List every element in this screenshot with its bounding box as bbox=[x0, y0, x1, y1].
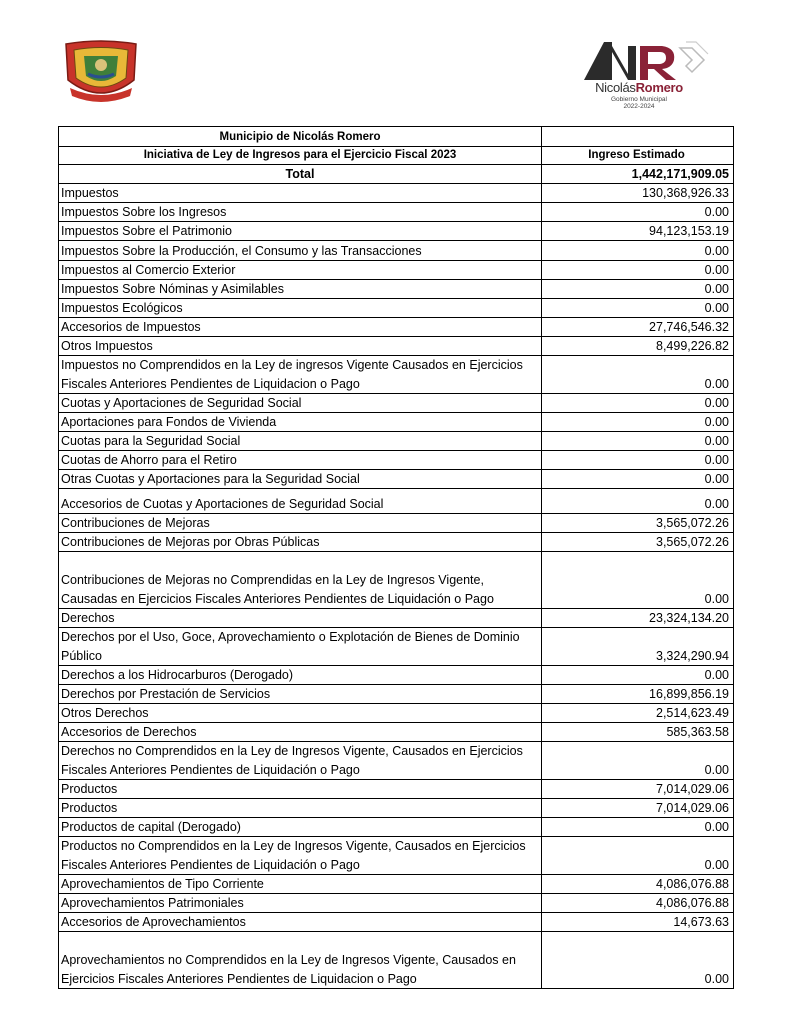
concept-cell: Derechos por el Uso, Goce, Aprovechamiento o Explotación de Bienes de Dominio Público bbox=[59, 628, 542, 665]
amount-cell: 0.00 bbox=[704, 762, 729, 777]
table-row bbox=[59, 666, 733, 685]
table-row bbox=[59, 609, 733, 628]
total-row bbox=[59, 165, 733, 184]
ingresos-table bbox=[58, 126, 734, 989]
concept-cell: Productos bbox=[59, 799, 542, 817]
concept-cell: Cuotas de Ahorro para el Retiro bbox=[59, 451, 542, 469]
table-row bbox=[59, 837, 733, 875]
logo-subtitle: Gobierno Municipal 2022-2024 bbox=[610, 96, 667, 110]
table-row bbox=[59, 818, 733, 837]
table-row bbox=[59, 533, 733, 552]
amount-cell: 130,368,926.33 bbox=[642, 185, 729, 200]
table-row bbox=[59, 704, 733, 723]
amount-cell: 0.00 bbox=[704, 433, 729, 448]
table-row bbox=[59, 470, 733, 489]
concept-cell: Aprovechamientos de Tipo Corriente bbox=[59, 875, 542, 893]
table-header-row-2 bbox=[59, 146, 733, 165]
amount-cell: 0.00 bbox=[704, 395, 729, 410]
table-row bbox=[59, 222, 733, 241]
concept-cell: Accesorios de Derechos bbox=[59, 723, 542, 741]
concept-cell: Contribuciones de Mejoras bbox=[59, 514, 542, 532]
amount-cell: 14,673.63 bbox=[673, 914, 729, 929]
amount-cell: 3,324,290.94 bbox=[656, 648, 729, 663]
amount-cell: 0.00 bbox=[704, 262, 729, 277]
amount-cell: 0.00 bbox=[704, 376, 729, 391]
amount-cell: 16,899,856.19 bbox=[649, 686, 729, 701]
table-row bbox=[59, 184, 733, 203]
concept-cell: Cuotas y Aportaciones de Seguridad Social bbox=[59, 394, 542, 412]
municipio-title: Municipio de Nicolás Romero bbox=[59, 127, 542, 146]
table-row bbox=[59, 299, 733, 318]
table-row bbox=[59, 685, 733, 704]
amount-cell: 0.00 bbox=[704, 204, 729, 219]
concept-cell: Productos no Comprendidos en la Ley de Ingresos Vigente, Causados en Ejercicios Fiscales Anteriores Pendientes de Liquidación o Pago bbox=[59, 837, 542, 874]
amount-cell: 0.00 bbox=[704, 281, 729, 296]
amount-cell: 3,565,072.26 bbox=[656, 534, 729, 549]
amount-cell: 0.00 bbox=[704, 857, 729, 872]
concept-cell: Derechos por Prestación de Servicios bbox=[59, 685, 542, 703]
table-row bbox=[59, 394, 733, 413]
table-row bbox=[59, 489, 733, 514]
concept-cell: Aprovechamientos no Comprendidos en la Ley de Ingresos Vigente, Causados en Ejercicios Fiscales Anteriores Pendientes de Liquidacion o Pago bbox=[59, 932, 542, 988]
table-row bbox=[59, 514, 733, 533]
concept-cell: Impuestos al Comercio Exterior bbox=[59, 261, 542, 279]
amount-cell: 0.00 bbox=[704, 667, 729, 682]
table-row bbox=[59, 628, 733, 666]
concept-cell: Contribuciones de Mejoras por Obras Públicas bbox=[59, 533, 542, 551]
concept-cell: Impuestos no Comprendidos en la Ley de ingresos Vigente Causados en Ejercicios Fiscales Anteriores Pendientes de Liquidacion o Pago bbox=[59, 356, 542, 393]
table-row bbox=[59, 875, 733, 894]
ingreso-estimado-header: Ingreso Estimado bbox=[588, 148, 685, 161]
amount-cell: 7,014,029.06 bbox=[656, 781, 729, 796]
concept-cell: Aportaciones para Fondos de Vivienda bbox=[59, 413, 542, 431]
table-row bbox=[59, 318, 733, 337]
concept-cell: Otras Cuotas y Aportaciones para la Seguridad Social bbox=[59, 470, 542, 488]
concept-cell: Derechos bbox=[59, 609, 542, 627]
table-row bbox=[59, 356, 733, 394]
amount-cell: 3,565,072.26 bbox=[656, 515, 729, 530]
amount-cell: 7,014,029.06 bbox=[656, 800, 729, 815]
concept-cell: Otros Derechos bbox=[59, 704, 542, 722]
table-row bbox=[59, 932, 733, 989]
amount-cell: 0.00 bbox=[704, 496, 729, 511]
table-body bbox=[59, 184, 733, 989]
table-row bbox=[59, 552, 733, 609]
amount-cell: 585,363.58 bbox=[666, 724, 729, 739]
table-row bbox=[59, 337, 733, 356]
concept-cell: Accesorios de Impuestos bbox=[59, 318, 542, 336]
total-value: 1,442,171,909.05 bbox=[631, 166, 729, 181]
concept-cell: Productos de capital (Derogado) bbox=[59, 818, 542, 836]
amount-cell: 0.00 bbox=[704, 300, 729, 315]
concept-cell: Productos bbox=[59, 780, 542, 798]
concept-cell: Aprovechamientos Patrimoniales bbox=[59, 894, 542, 912]
concept-cell: Accesorios de Aprovechamientos bbox=[59, 913, 542, 931]
amount-cell: 8,499,226.82 bbox=[656, 338, 729, 353]
concept-cell: Derechos no Comprendidos en la Ley de Ingresos Vigente, Causados en Ejercicios Fiscales Anteriores Pendientes de Liquidación o Pago bbox=[59, 742, 542, 779]
concept-cell: Accesorios de Cuotas y Aportaciones de Seguridad Social bbox=[59, 489, 542, 513]
amount-cell: 0.00 bbox=[704, 819, 729, 834]
table-row bbox=[59, 913, 733, 932]
amount-cell: 4,086,076.88 bbox=[656, 876, 729, 891]
concept-cell: Impuestos bbox=[59, 184, 542, 202]
concept-cell: Impuestos Sobre Nóminas y Asimilables bbox=[59, 280, 542, 298]
concept-cell: Contribuciones de Mejoras no Comprendidas en la Ley de Ingresos Vigente, Causadas en Ejercicios Fiscales Anteriores Pendientes de Liquidación o Pago bbox=[59, 552, 542, 608]
gobierno-nicolas-romero-logo bbox=[582, 38, 710, 112]
municipal-coat-of-arms-logo bbox=[62, 40, 140, 104]
concept-cell: Otros Impuestos bbox=[59, 337, 542, 355]
concept-cell: Impuestos Sobre los Ingresos bbox=[59, 203, 542, 221]
amount-cell: 4,086,076.88 bbox=[656, 895, 729, 910]
table-row bbox=[59, 432, 733, 451]
amount-cell: 94,123,153.19 bbox=[649, 223, 729, 238]
amount-cell: 0.00 bbox=[704, 452, 729, 467]
table-row bbox=[59, 280, 733, 299]
table-row bbox=[59, 894, 733, 913]
iniciativa-title: Iniciativa de Ley de Ingresos para el Ejercicio Fiscal 2023 bbox=[59, 147, 542, 164]
table-row bbox=[59, 742, 733, 780]
concept-cell: Impuestos Ecológicos bbox=[59, 299, 542, 317]
total-label: Total bbox=[59, 165, 542, 183]
amount-cell: 0.00 bbox=[704, 243, 729, 258]
concept-cell: Derechos a los Hidrocarburos (Derogado) bbox=[59, 666, 542, 684]
table-row bbox=[59, 451, 733, 470]
table-header-row-1 bbox=[59, 127, 733, 146]
table-row bbox=[59, 241, 733, 261]
amount-cell: 2,514,623.49 bbox=[656, 705, 729, 720]
amount-cell: 23,324,134.20 bbox=[649, 610, 729, 625]
amount-cell: 27,746,546.32 bbox=[649, 319, 729, 334]
logo-name: NicolásRomero bbox=[595, 80, 683, 95]
table-row bbox=[59, 261, 733, 280]
table-row bbox=[59, 203, 733, 222]
concept-cell: Impuestos Sobre el Patrimonio bbox=[59, 222, 542, 240]
table-row bbox=[59, 799, 733, 818]
table-row bbox=[59, 723, 733, 742]
amount-cell: 0.00 bbox=[704, 591, 729, 606]
amount-cell: 0.00 bbox=[704, 971, 729, 986]
concept-cell: Cuotas para la Seguridad Social bbox=[59, 432, 542, 450]
concept-cell: Impuestos Sobre la Producción, el Consumo y las Transacciones bbox=[59, 241, 542, 260]
amount-cell: 0.00 bbox=[704, 471, 729, 486]
table-row bbox=[59, 780, 733, 799]
table-row bbox=[59, 413, 733, 432]
amount-cell: 0.00 bbox=[704, 414, 729, 429]
